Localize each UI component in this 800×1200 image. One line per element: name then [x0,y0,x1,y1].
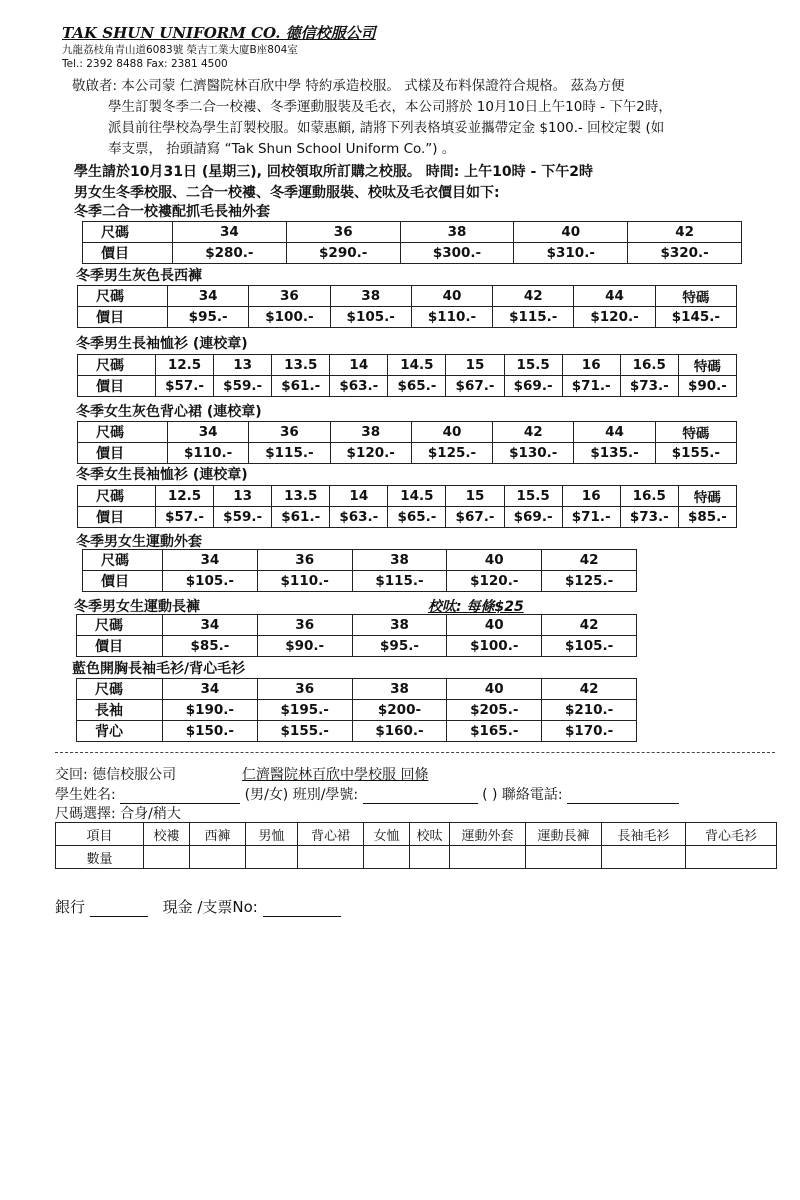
price-cell: $61.- [272,376,330,397]
size-cell: 38 [352,550,447,571]
order-quantity-row [56,846,777,869]
price-cell: $130.- [493,443,574,464]
price-cell: $67.- [446,507,504,528]
section-title-girls-shirt: 冬季女生長袖恤衫 (連校章) [76,467,248,483]
notice-line-2: 學生訂製冬季二合一校褸、冬季運動服裝及毛衣，本公司將於 10月10日上午10時 - 下午2時， [108,99,672,115]
price-cell: $125.- [411,443,492,464]
price-cell: $65.- [388,507,446,528]
price-cell: $105.- [542,636,637,657]
size-cell: 36 [257,550,352,571]
section-title-girls-pinafore: 冬季女生灰色背心裙 (連校章) [76,404,262,420]
price-cell: $90.- [678,376,736,397]
price-cell: $280.- [173,243,287,264]
section-title-boys-shirt: 冬季男生長袖恤衫 (連校章) [76,336,248,352]
long-sleeve-label: 長袖 [77,700,163,721]
price-table-boys-shirt [77,354,737,397]
price-label: 價目 [78,376,156,397]
price-cell: $110.- [168,443,249,464]
price-cell: $320.- [628,243,742,264]
price-cell: $150.- [163,721,258,742]
price-cell: $200- [352,700,447,721]
size-cell: 36 [257,615,352,636]
price-cell: $300.- [400,243,514,264]
cheque-number-field[interactable] [263,902,341,917]
price-cell: $95.- [168,307,249,328]
size-label: 尺碼 [78,286,168,307]
size-label: 尺碼 [78,486,156,507]
size-cell: 15 [446,355,504,376]
size-cell: 42 [493,286,574,307]
pickup-notice: 學生請於10月31日 (星期三), 回校領取所訂購之校服。 時間: 上午10時 - 下午2時 [74,164,593,180]
price-cell: $105.- [330,307,411,328]
cut-line-divider [55,752,775,753]
price-table-sweaters [76,678,637,742]
price-cell: $100.- [249,307,330,328]
price-cell: $57.- [156,507,214,528]
price-cell: $120.- [447,571,542,592]
quantity-field[interactable] [364,846,410,869]
table-row-prices [78,507,737,528]
order-header-cell: 運動長褲 [526,823,602,846]
vest-label: 背心 [77,721,163,742]
price-cell: $190.- [163,700,258,721]
notice-paragraph [72,76,792,160]
price-label: 價目 [77,636,163,657]
price-cell: $155.- [655,443,736,464]
price-cell: $73.- [620,507,678,528]
size-cell: 特碼 [678,355,736,376]
paren-field[interactable]: ( ) [482,787,498,803]
price-cell: $61.- [272,507,330,528]
price-cell: $73.- [620,376,678,397]
price-cell: $57.- [156,376,214,397]
order-header-cell: 長袖毛衫 [602,823,686,846]
order-header-cell: 校褸 [144,823,190,846]
price-cell: $95.- [352,636,447,657]
price-table-girls-shirt [77,485,737,528]
order-header-cell: 女恤 [364,823,410,846]
table-row-prices [83,571,637,592]
bank-field[interactable] [90,902,148,917]
size-cell: 38 [330,286,411,307]
section-title-winter-jacket: 冬季二合一校褸配抓毛長袖外套 [74,204,270,220]
payment-line [55,896,341,917]
price-label: 價目 [78,307,168,328]
size-cell: 42 [542,679,637,700]
price-cell: $115.- [249,443,330,464]
size-cell: 40 [447,679,542,700]
size-cell: 36 [286,222,400,243]
price-label: 價目 [83,571,163,592]
size-cell: 特碼 [655,422,736,443]
size-cell: 44 [574,422,655,443]
size-cell: 38 [352,615,447,636]
price-cell: $160.- [352,721,447,742]
price-cell: $105.- [163,571,258,592]
quantity-field[interactable] [526,846,602,869]
size-cell: 40 [411,422,492,443]
price-cell: $120.- [574,307,655,328]
size-cell: 38 [352,679,447,700]
order-header-row [56,823,777,846]
order-header-cell: 項目 [56,823,144,846]
size-cell: 34 [168,286,249,307]
order-header-cell: 背心毛衫 [686,823,777,846]
size-label: 尺碼 [78,422,168,443]
order-header-cell: 男恤 [246,823,298,846]
company-name: TAK SHUN UNIFORM CO. 德信校服公司 [62,24,376,42]
section-title-sweaters: 藍色開胸長袖毛衫/背心毛衫 [72,661,246,677]
size-cell: 14 [330,355,388,376]
price-label: 價目 [83,243,173,264]
price-table-sports-pants [76,614,637,657]
price-cell: $120.- [330,443,411,464]
order-header-cell: 校呔 [410,823,450,846]
size-cell: 14 [330,486,388,507]
tie-price-note: 校呔: 每條$25 [428,599,524,615]
size-label: 尺碼 [83,550,163,571]
size-cell: 42 [542,550,637,571]
section-title-boys-trousers: 冬季男生灰色長西褲 [76,268,202,284]
bank-label: 銀行 [55,898,86,916]
student-info-line [55,784,679,804]
table-row-sizes [77,679,637,700]
size-cell: 36 [257,679,352,700]
price-cell: $59.- [214,376,272,397]
return-slip-title: 仁濟醫院林百欣中學校服 回條 [242,767,429,783]
quantity-field[interactable] [144,846,190,869]
quantity-field[interactable] [602,846,686,869]
size-cell: 38 [400,222,514,243]
size-cell: 15 [446,486,504,507]
table-row-sizes [83,550,637,571]
size-cell: 42 [542,615,637,636]
price-cell: $69.- [504,507,562,528]
size-cell: 42 [493,422,574,443]
price-cell: $145.- [655,307,736,328]
size-cell: 34 [163,550,258,571]
size-label: 尺碼 [83,222,173,243]
price-cell: $170.- [542,721,637,742]
price-cell: $135.- [574,443,655,464]
size-label: 尺碼 [78,355,156,376]
contact-phone-field[interactable] [567,789,679,804]
price-cell: $85.- [678,507,736,528]
price-list-title: 男女生冬季校服、二合一校褸、冬季運動服裝、校呔及毛衣價目如下: [74,185,500,201]
size-cell: 特碼 [655,286,736,307]
table-row-long-sleeve [77,700,637,721]
size-cell: 12.5 [156,355,214,376]
size-cell: 34 [168,422,249,443]
price-cell: $155.- [257,721,352,742]
size-cell: 13 [214,486,272,507]
size-cell: 42 [628,222,742,243]
price-cell: $65.- [388,376,446,397]
size-cell: 13 [214,355,272,376]
size-cell: 38 [330,422,411,443]
quantity-field[interactable] [450,846,526,869]
size-cell: 36 [249,422,330,443]
company-address: 九龍荔枝角青山道6083號 榮吉工業大廈B座804室 [62,44,298,56]
gender-class-label: (男/女) 班別/學號: [244,787,359,803]
company-phone-fax: Tel.: 2392 8488 Fax: 2381 4500 [62,58,228,70]
size-cell: 16.5 [620,486,678,507]
price-label: 價目 [78,507,156,528]
notice-line-1: 敬啟者: 本公司蒙 仁濟醫院林百欣中學 特約承造校服。 式樣及布料保證符合規格。 茲為方便 [72,78,625,94]
contact-phone-label: 聯絡電話: [501,787,563,803]
price-cell: $69.- [504,376,562,397]
notice-line-3: 派員前往學校為學生訂製校服。如蒙惠顧, 請將下列表格填妥並攜帶定金 $100.- 回校定製 (如 [108,120,665,136]
price-cell: $110.- [257,571,352,592]
size-cell: 13.5 [272,355,330,376]
table-row-prices [78,376,737,397]
size-cell: 34 [163,615,258,636]
size-cell: 40 [447,615,542,636]
price-cell: $115.- [352,571,447,592]
size-cell: 16 [562,486,620,507]
quantity-field[interactable] [410,846,450,869]
table-row-sizes [78,286,737,307]
price-cell: $310.- [514,243,628,264]
size-label: 尺碼 [77,615,163,636]
quantity-field[interactable] [246,846,298,869]
price-table-winter-jacket [82,221,742,264]
table-row-prices [83,243,742,264]
size-label: 尺碼 [77,679,163,700]
order-header-cell: 背心裙 [298,823,364,846]
price-table-sports-jacket [82,549,637,592]
table-row-sizes [78,486,737,507]
table-row-prices [78,443,737,464]
table-row-sizes [78,355,737,376]
price-cell: $67.- [446,376,504,397]
table-row-sizes [83,222,742,243]
size-cell: 特碼 [678,486,736,507]
student-name-field[interactable] [120,789,240,804]
table-row-sizes [78,422,737,443]
quantity-label: 數量 [56,846,144,869]
size-choice-label: 尺碼選擇: 合身/稍大 [55,806,181,822]
size-cell: 40 [411,286,492,307]
size-cell: 44 [574,286,655,307]
price-cell: $63.- [330,507,388,528]
cash-cheque-label: 現金 /支票No: [162,898,258,916]
price-cell: $63.- [330,376,388,397]
price-cell: $210.- [542,700,637,721]
price-cell: $205.- [447,700,542,721]
price-cell: $100.- [447,636,542,657]
price-cell: $85.- [163,636,258,657]
price-cell: $115.- [493,307,574,328]
student-name-label: 學生姓名: [55,787,116,803]
size-cell: 12.5 [156,486,214,507]
return-to-label: 交回: 德信校服公司 [55,767,177,783]
size-cell: 13.5 [272,486,330,507]
price-cell: $71.- [562,507,620,528]
size-cell: 16.5 [620,355,678,376]
size-cell: 36 [249,286,330,307]
table-row-vest [77,721,637,742]
price-cell: $290.- [286,243,400,264]
quantity-field[interactable] [190,846,246,869]
quantity-field[interactable] [298,846,364,869]
size-cell: 40 [447,550,542,571]
notice-line-4: 奉支票， 抬頭請寫 “Tak Shun School Uniform Co.”) 。 [108,141,456,157]
size-cell: 15.5 [504,355,562,376]
quantity-field[interactable] [686,846,777,869]
size-cell: 34 [173,222,287,243]
price-cell: $59.- [214,507,272,528]
size-cell: 14.5 [388,486,446,507]
price-cell: $90.- [257,636,352,657]
table-row-sizes [77,615,637,636]
order-quantity-table [55,822,777,869]
size-cell: 16 [562,355,620,376]
section-title-sports-pants: 冬季男女生運動長褲 [74,599,200,615]
price-label: 價目 [78,443,168,464]
section-title-sports-jacket: 冬季男女生運動外套 [76,534,202,550]
price-cell: $125.- [542,571,637,592]
order-header-cell: 西褲 [190,823,246,846]
order-header-cell: 運動外套 [450,823,526,846]
table-row-prices [77,636,637,657]
table-row-prices [78,307,737,328]
price-cell: $71.- [562,376,620,397]
price-table-boys-trousers [77,285,737,328]
price-cell: $110.- [411,307,492,328]
size-cell: 14.5 [388,355,446,376]
size-cell: 34 [163,679,258,700]
size-cell: 40 [514,222,628,243]
size-cell: 15.5 [504,486,562,507]
price-cell: $195.- [257,700,352,721]
class-number-field[interactable] [363,789,478,804]
price-table-girls-pinafore [77,421,737,464]
price-cell: $165.- [447,721,542,742]
